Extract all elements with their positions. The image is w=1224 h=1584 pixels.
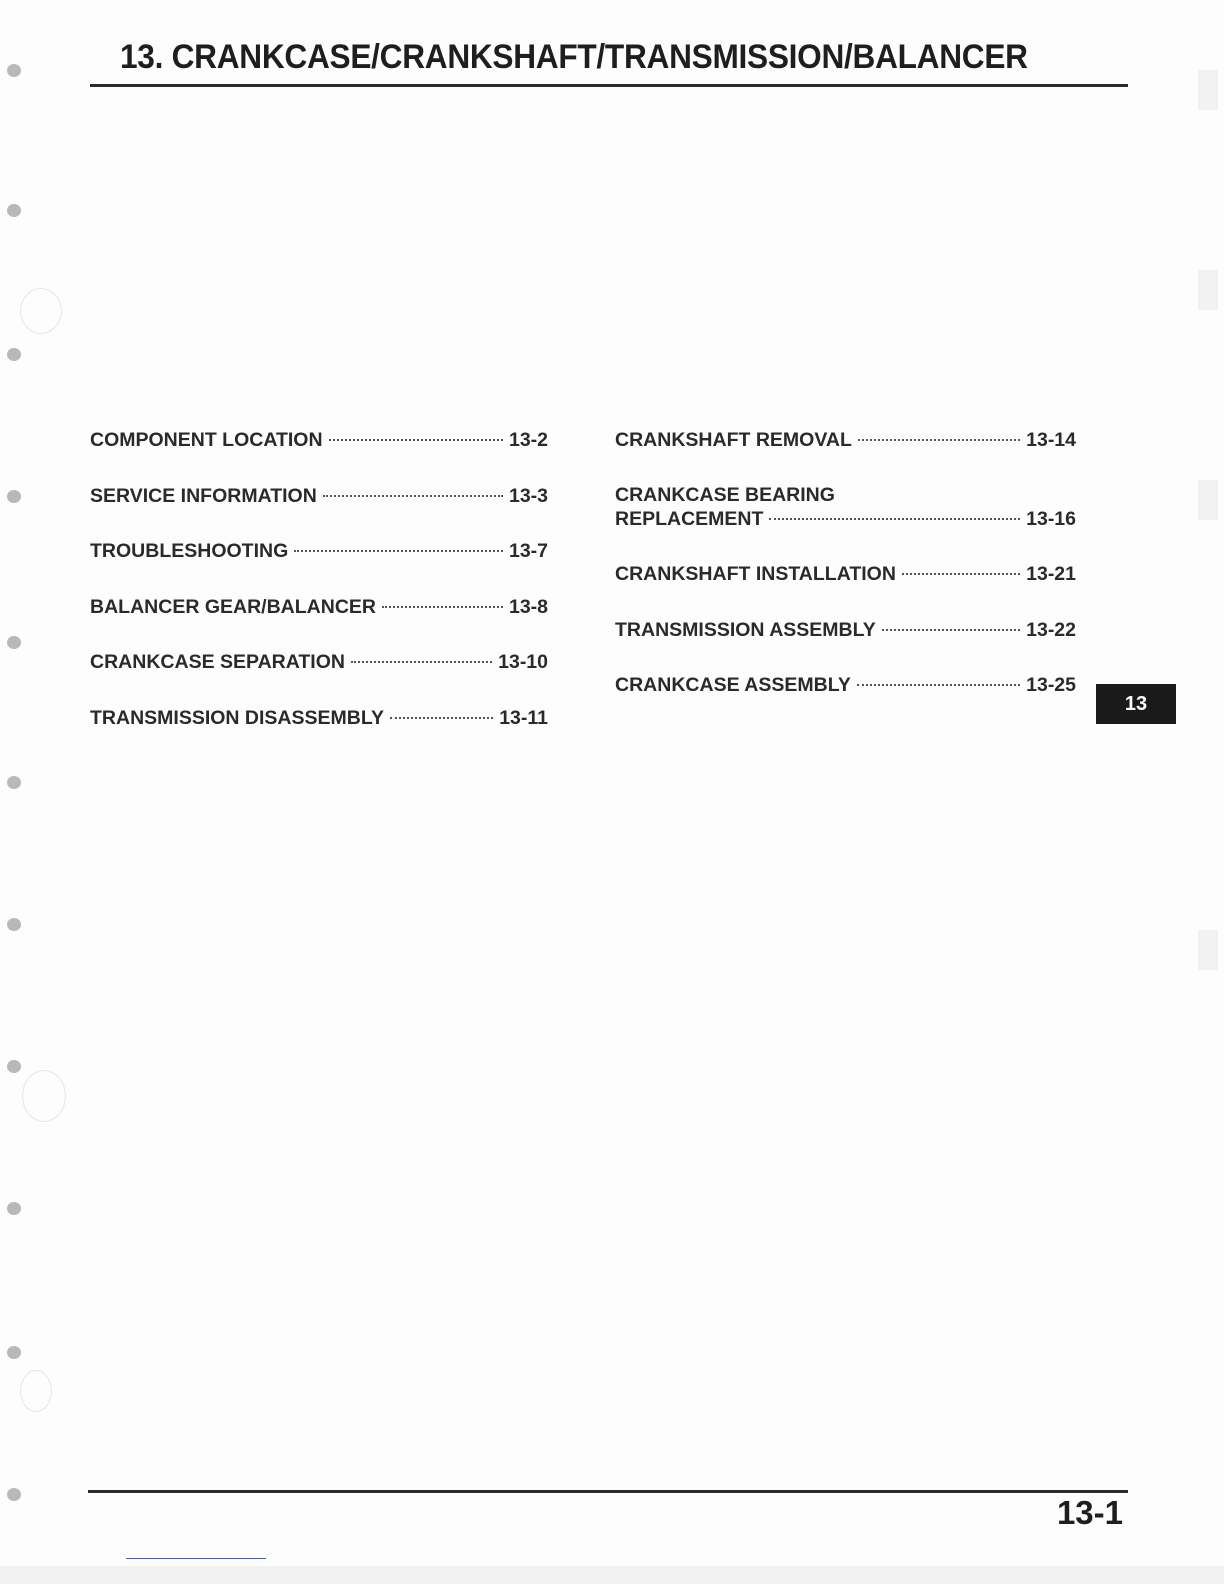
section-tab: 13 [1096,684,1176,724]
header-rule [90,84,1128,87]
toc-entry[interactable] [90,484,548,508]
toc-leader [294,550,503,552]
punch-hole [7,204,21,217]
scan-mark [22,1070,66,1122]
link-underline [126,1558,266,1559]
punch-hole [7,348,21,361]
toc-entry-label: CRANKCASE BEARING [615,484,835,506]
toc-entry-page: 13-7 [508,540,548,562]
toc-leader [351,661,492,663]
toc-entry[interactable] [615,618,1076,642]
scan-mark [20,1370,52,1412]
footer-rule [88,1490,1128,1493]
scan-mark [1198,480,1218,520]
toc-entry-label: REPLACEMENT [615,508,764,530]
toc-leader [882,629,1020,631]
toc-leader [329,439,503,441]
toc-entry-label: BALANCER GEAR/BALANCER [90,596,376,618]
toc-entry[interactable] [615,562,1076,586]
toc-entry-page: 13-14 [1026,429,1076,451]
toc-leader [858,439,1020,441]
toc-entry-page: 13-22 [1026,619,1076,641]
toc-leader [323,495,503,497]
toc-entry[interactable] [90,539,548,563]
toc-entry-page: 13-3 [508,485,548,507]
toc-entry[interactable] [615,428,1076,452]
toc-entry[interactable] [615,483,1076,531]
toc-entry[interactable] [90,428,548,452]
toc-leader [902,573,1020,575]
toc-entry-page: 13-25 [1026,674,1076,696]
toc-entry[interactable] [90,650,548,674]
toc-entry-label: SERVICE INFORMATION [90,485,317,507]
scan-mark [1198,270,1218,310]
toc-entry-label: CRANKCASE ASSEMBLY [615,674,851,696]
toc-leader [769,518,1020,520]
toc-entry-label: TRANSMISSION DISASSEMBLY [90,707,384,729]
scan-mark [1198,70,1218,110]
toc-entry[interactable] [615,673,1076,697]
punch-hole [7,1346,21,1359]
toc-entry-page: 13-2 [508,429,548,451]
toc-entry-page: 13-21 [1026,563,1076,585]
toc-entry-page: 13-8 [508,596,548,618]
punch-hole [7,776,21,789]
scan-bottom-strip [0,1566,1224,1584]
toc-leader [390,717,493,719]
punch-hole [7,64,21,77]
page-title: 13. CRANKCASE/CRANKSHAFT/TRANSMISSION/BALANCER [120,38,1028,76]
punch-hole [7,918,21,931]
toc-leader [382,606,503,608]
punch-hole [7,1060,21,1073]
punch-hole [7,490,21,503]
toc-entry-page: 13-11 [499,707,548,729]
punch-hole [7,1202,21,1215]
toc-entry[interactable] [90,706,548,730]
toc-entry-label: COMPONENT LOCATION [90,429,323,451]
scan-mark [20,288,62,334]
toc-entry-label: CRANKCASE SEPARATION [90,651,345,673]
punch-hole [7,636,21,649]
toc-entry-page: 13-10 [498,651,548,673]
punch-hole [7,1488,21,1501]
scan-mark [1198,930,1218,970]
toc-leader [857,684,1020,686]
toc-entry-page: 13-16 [1026,508,1076,530]
toc-entry-label: TRANSMISSION ASSEMBLY [615,619,876,641]
toc-entry-label: TROUBLESHOOTING [90,540,289,562]
toc-entry-label: CRANKSHAFT INSTALLATION [615,563,896,585]
toc-entry[interactable] [90,595,548,619]
page-number: 13-1 [1056,1494,1123,1531]
toc-entry-label: CRANKSHAFT REMOVAL [615,429,852,451]
